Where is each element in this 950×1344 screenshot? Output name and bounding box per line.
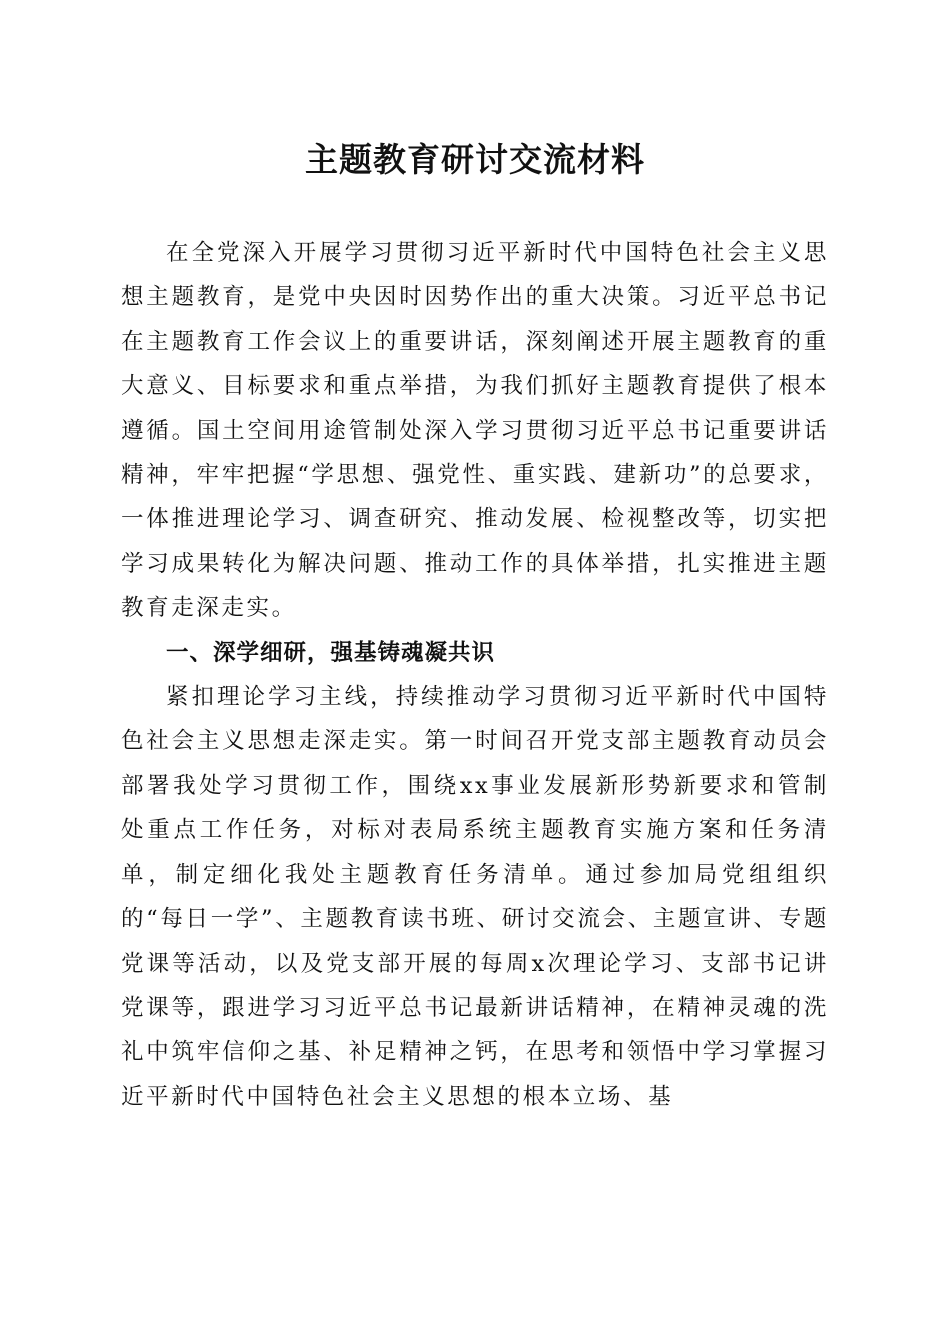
section-1-heading: 一、深学细研，强基铸魂凝共识 [166,639,496,666]
document-body [121,231,829,1119]
document-title: 主题教育研讨交流材料 [305,140,645,179]
section-1-paragraph: 紧扣理论学习主线，持续推动学习贯彻习近平新时代中国特色社会主义思想走深走实。第一时间召开党支部主题教育动员会部署我处学习贯彻工作，围绕xx事业发展新形势新要求和管制处重点工作任务，对标对表局系统主题教育实施方案和任务清单，制定细化我处主题教育任务清单。通过参加局党组组织的“每日一学”、主题教育读书班、研讨交流会、主题宣讲、专题党课等活动，以及党支部开展的每周x次理论学习、支部书记讲党课等，跟进学习习近平总书记最新讲话精神，在精神灵魂的洗礼中筑牢信仰之基、补足精神之钙，在思考和领悟中学习掌握习近平新时代中国特色社会主义思想的根本立场、基 [121,684,829,1110]
intro-paragraph: 在全党深入开展学习贯彻习近平新时代中国特色社会主义思想主题教育，是党中央因时因势作出的重大决策。习近平总书记在主题教育工作会议上的重要讲话，深刻阐述开展主题教育的重大意义、目标要求和重点举措，为我们抓好主题教育提供了根本遵循。国土空间用途管制处深入学习贯彻习近平总书记重要讲话精神，牢牢把握“学思想、强党性、重实践、建新功”的总要求，一体推进理论学习、调查研究、推动发展、检视整改等，切实把学习成果转化为解决问题、推动工作的具体举措，扎实推进主题教育走深走实。 [121,240,829,622]
